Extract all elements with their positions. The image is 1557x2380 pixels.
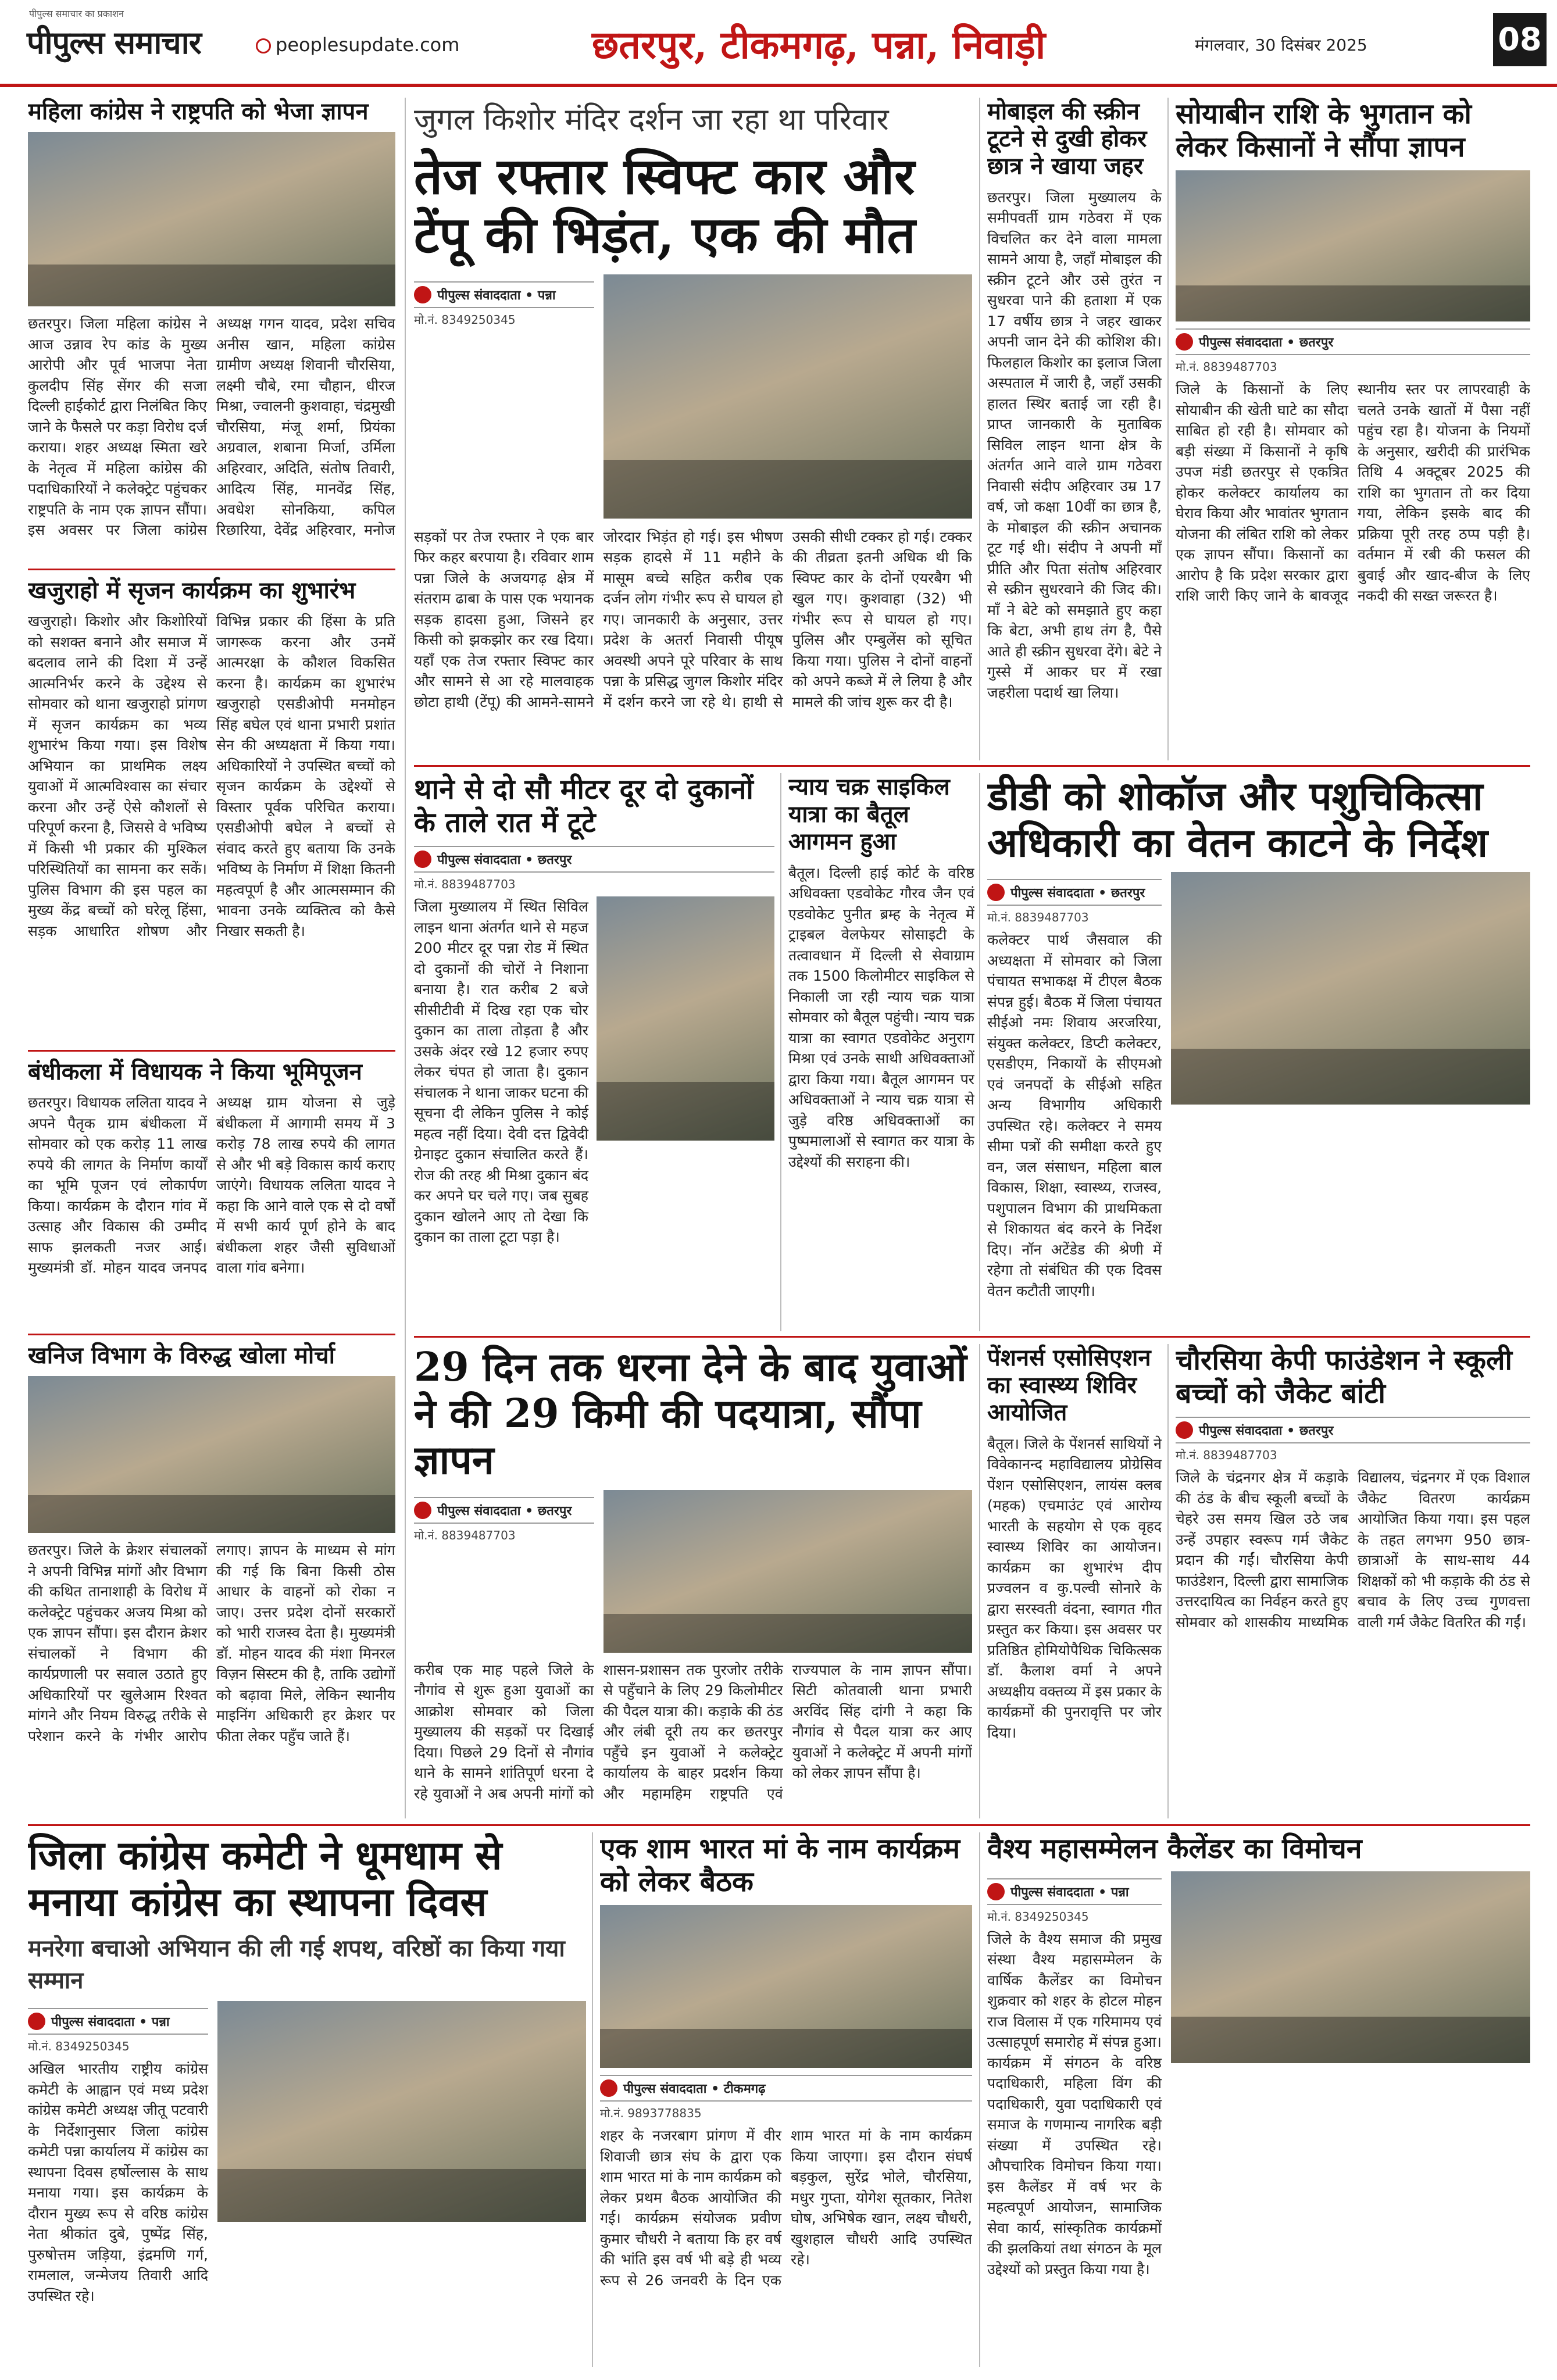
reporter-icon — [600, 2079, 617, 2097]
story-mobile-screen — [987, 98, 1162, 760]
divider — [28, 1824, 1530, 1826]
headline: 29 दिन तक धरना देने के बाद युवाओं ने की 29 किमी की पदयात्रा, सौंपा ज्ञापन — [414, 1344, 967, 1484]
headline: न्याय चक्र साइकिल यात्रा का बैतूल आगमन हुआ — [788, 773, 950, 856]
byline: पीपुल्स संवाददाता • टीकमगढ़ — [600, 2075, 972, 2102]
headline: वैश्य महासम्मेलन कैलेंडर का विमोचन — [987, 1832, 1362, 1865]
story-dd-showcause — [987, 773, 1530, 1331]
byline: पीपुल्स संवाददाता • पन्ना — [987, 1878, 1162, 1905]
divider — [414, 1336, 1530, 1338]
reporter-icon — [1176, 1421, 1193, 1439]
mobile-number: मो.नं. 8839487703 — [1176, 1448, 1277, 1463]
story-pensioners — [987, 1344, 1162, 1818]
reporter-icon — [28, 2013, 45, 2030]
divider — [414, 765, 1530, 767]
headline: डीडी को शोकॉज और पशुचिकित्सा अधिकारी का वेतन काटने के निर्देश — [987, 773, 1488, 867]
story-nyay-chakra — [788, 773, 974, 1331]
story-jacket — [1176, 1344, 1530, 1818]
story-mahila-congress — [28, 98, 395, 563]
reporter-icon — [987, 1883, 1005, 1900]
logo-text: पीपुल्स समाचार — [27, 24, 201, 61]
story-photo — [28, 1376, 395, 1533]
story-photo — [1176, 170, 1530, 321]
reporter-icon — [987, 884, 1005, 901]
headline: तेज रफ्तार स्विफ्ट कार और टेंपू की भिड़ंत, एक की मौत — [414, 147, 916, 265]
divider — [28, 1334, 395, 1335]
story-body: खजुराहो। किशोर और किशोरियों को सशक्त बनाने और समाज में बदलाव लाने की दिशा में उन्हें आत्मनिर्भर करने के उद्देश्य से सोमवार को थाना खजुराहो प्रांगण में सृजन कार्यक्रम का भव्य शुभारंभ किया गया। इस विशेष अभियान का प्राथमिक लक्ष्य युवाओं में आत्मविश्वास का संचार करना और उन्हें ऐसे कौशलों से परिपूर्ण करना है, जिससे वे भविष्य में किसी भी प्रकार की मुश्किल परिस्थितियों का सामना कर सकें। पुलिस विभाग की इस पहल का मुख्य केंद्र बच्चों को घरेलू हिंसा, सड़क आधारित शोषण और विभिन्न प्रकार की हिंसा के प्रति जागरूक करना और उनमें आत्मरक्षा के कौशल विकसित करना है। कार्यक्रम का शुभारंभ खजुराहो एसडीओपी मनमोहन सिंह बघेल एवं थाना प्रभारी प्रशांत सेन की अध्यक्षता में किया गया। अधिकारियों ने उपस्थित बच्चों को सृजन कार्यक्रम के उद्देश्यों से विस्तार पूर्वक परिचित कराया। एसडीओपी बघेल ने बच्चों से संवाद करते हुए बताया कि उनके भविष्य के निर्माण में शिक्षा कितनी महत्वपूर्ण है और आत्मसम्मान की भावना उनके व्यक्तित्व को कैसे निखार सकती है। — [28, 613, 395, 939]
story-body: अखिल भारतीय राष्ट्रीय कांग्रेस कमेटी के आह्वान एवं मध्य प्रदेश कांग्रेस कमेटी अध्यक्ष जीतू पटवारी के निर्देशानुसार जिला कांग्रेस कमेटी पन्ना कार्यालय में कांग्रेस का स्थापना दिवस हर्षोल्लास के साथ मनाया गया। इस कार्यक्रम के दौरान मुख्य रूप से वरिष्ठ कांग्रेस नेता श्रीकांत दुबे, पुष्पेंद्र सिंह, पुरुषोत्तम जड़िया, इंद्रमणि गर्ग, रामलाल, जन्मेजय तिवारी आदि उपस्थित रहे। — [28, 2060, 208, 2304]
story-body: सड़कों पर तेज रफ्तार ने एक बार फिर कहर बरपाया है। रविवार शाम पन्ना जिले के अजयगढ़ क्षेत्र में संतराम ढाबा के पास एक भयानक सड़क हादसा हुआ, जिसने हर किसी को झकझोर कर रख दिया। यहाँ एक तेज रफ्तार स्विफ्ट कार और सामने से आ रहे मालवाहक छोटा हाथी (टेंपू) की आमने-सामने जोरदार भिड़ंत हो गई। इस भीषण सड़क हादसे में 11 महीने के मासूम बच्चे सहित करीब एक दर्जन लोग गंभीर रूप से घायल हो गए। जानकारी के अनुसार, उत्तर प्रदेश के अतर्रा निवासी पीयूष अवस्थी अपने पूरे परिवार के साथ पन्ना के प्रसिद्ध जुगल किशोर मंदिर में दर्शन करने जा रहे थे। हाथी से उसकी सीधी टक्कर हो गई। टक्कर की तीव्रता इतनी अधिक थी कि स्विफ्ट कार के दोनों एयरबैग भी खुल गए। कुशवाहा (32) भी गंभीर रूप से घायल हो गए। पुलिस और एम्बुलेंस को सूचित किया गया। पुलिस ने दोनों वाहनों को अपने कब्जे में ले लिया है और मामले की जांच शुरू कर दी है। — [414, 528, 972, 710]
story-body: जिले के किसानों के लिए सोयाबीन की खेती घाटे का सौदा साबित हो रही है। सोमवार को बड़ी संख्या में किसानों ने कृषि उपज मंडी छतरपुर से एकत्रित होकर कलेक्टर कार्यालय का घेराव किया और भावांतर भुगतान योजना की लंबित राशि को लेकर एक ज्ञापन सौंपा। किसानों का आरोप है कि प्रदेश सरकार द्वारा राशि जारी किए जाने के बावजूद स्थानीय स्तर पर लापरवाही के चलते उनके खातों में पैसा नहीं पहुंच रहा है। योजना के नियमों के अनुसार, खरीदी की प्रारंभिक तिथि 4 अक्टूबर 2025 की राशि का भुगतान तो कर दिया गया, लेकिन इसके बाद की प्रक्रिया पूरी तरह ठप्प पड़ी है। वर्तमान में रबी की फसल की बुवाई और खाद-बीज के लिए नकदी की सख्त जरूरत है। — [1176, 381, 1530, 605]
kicker: जुगल किशोर मंदिर दर्शन जा रहा था परिवार — [414, 102, 889, 137]
story-vaishya-calendar — [987, 1832, 1530, 2367]
story-bharat-maa — [600, 1832, 972, 2367]
column-rule — [979, 1344, 980, 1818]
mobile-number: मो.नं. 8839487703 — [1176, 360, 1277, 374]
story-bandhikala — [28, 1058, 395, 1331]
byline: पीपुल्स संवाददाता • पन्ना — [28, 2008, 208, 2035]
mobile-number: मो.नं. 8839487703 — [987, 910, 1089, 925]
story-body: जिले के चंद्रनगर क्षेत्र में कड़ाके की ठंड के बीच स्कूली बच्चों के चेहरे उस समय खिल उठे जब उन्हें उपहार स्वरूप गर्म जैकेट प्रदान की गईं। चौरसिया केपी फाउंडेशन, दिल्ली द्वारा सामाजिक उत्तरदायित्व का निर्वहन करते हुए सोमवार को शासकीय माध्यमिक विद्यालय, चंद्रनगर में एक विशाल जैकेट वितरण कार्यक्रम आयोजित किया गया। इस पहल के तहत लगभग 950 छात्र-छात्राओं के साथ-साथ 44 शिक्षकों को भी कड़ाके की ठंड से बचाव के लिए उच्च गुणवत्ता वाली गर्म जैकेट वितरित की गईं। — [1176, 1469, 1530, 1631]
story-body: बैतूल। दिल्ली हाई कोर्ट के वरिष्ठ अधिवक्ता एडवोकेट गौरव जैन एवं एडवोकेट पुनीत ब्रम्ह के नेतृत्व में ट्राइबल वेलफेयर सोसाइटी के तत्वावधान में दिल्ली से सेवाग्राम तक 1500 किलोमीटर साइकिल से निकाली जा रही न्याय चक्र यात्रा सोमवार को बैतूल पहुंची। न्याय चक्र यात्रा का स्वागत एडवोकेट अनुराग मिश्रा एवं उनके साथी अधिवक्ताओं द्वारा किया गया। बैतूल आगमन पर अधिवक्ताओं ने न्याय चक्र यात्रा से जुड़े वरिष्ठ अधिवक्ताओं का पुष्पमालाओं से स्वागत कर यात्रा के उद्देश्यों की सराहना की। — [788, 864, 974, 1170]
story-photo — [217, 2001, 586, 2222]
mobile-number: मो.नं. 8839487703 — [414, 877, 516, 892]
story-photo — [600, 1905, 972, 2068]
section-title: छतरपुर, टीकमगढ़, पन्ना, निवाड़ी — [592, 22, 1046, 67]
byline: पीपुल्स संवाददाता • छतरपुर — [987, 879, 1162, 906]
issue-date: मंगलवार, 30 दिसंबर 2025 — [1195, 35, 1367, 55]
column-rule — [979, 98, 980, 760]
story-photo — [603, 1490, 972, 1653]
globe-icon — [256, 38, 271, 53]
mobile-number: मो.नं. 8349250345 — [414, 312, 516, 327]
headline: जिला कांग्रेस कमेटी ने धूमधाम से मनाया कांग्रेस का स्थापना दिवस — [28, 1832, 502, 1926]
story-body: छतरपुर। जिले के क्रेशर संचालकों ने अपनी विभिन्न मांगों और विभाग की कथित तानाशाही के विरोध में कलेक्ट्रेट पहुंचकर अजय मिश्रा को एक ज्ञापन सौंपा। इस दौरान क्रेशर संचालकों ने विभाग की कार्यप्रणाली पर सवाल उठाते हुए अधिकारियों पर खुलेआम रिश्वत मांगने और नियम विरुद्ध तरीके से परेशान करने के गंभीर आरोप लगाए। ज्ञापन के माध्यम से मांग की गई कि बिना किसी ठोस आधार के वाहनों को रोका न जाए। उत्तर प्रदेश दोनों सरकारों को भारी राजस्व देता है। मुख्यमंत्री डॉ. मोहन यादव की मंशा मिनरल विज़न सिस्टम की है, ताकि उद्योगों को बढ़ावा मिले, लेकिन स्थानीय माइनिंग अधिकारी हर क्रेशर पर फीता लेकर पहुँच जाते हैं। — [28, 1542, 395, 1745]
column-rule — [780, 773, 781, 1331]
headline: महिला कांग्रेस ने राष्ट्रपति को भेजा ज्ञापन — [28, 98, 369, 125]
reporter-icon — [414, 850, 431, 868]
column-rule — [405, 98, 406, 1818]
story-padyatra — [414, 1344, 972, 1818]
story-body: कलेक्टर पार्थ जैसवाल की अध्यक्षता में सोमवार को जिला पंचायत सभाकक्ष में टीएल बैठक संपन्न हुई। बैठक में जिला पंचायत सीईओ नमः शिवाय अरजरिया, संयुक्त कलेक्टर, डिप्टी कलेक्टर, एसडीएम, निकायों के सीएमओ एवं जनपदों के सीईओ सहित अन्य विभागीय अधिकारी उपस्थित रहे। कलेक्टर ने समय सीमा पत्रों की समीक्षा करते हुए वन, जल संसाधन, महिला बाल विकास, शिक्षा, स्वास्थ्य, राजस्व, पशुपालन विभाग की प्राथमिकता से शिकायत बंद करने के निर्देश दिए। नॉन अटेंडेड की श्रेणी में रहेगा तो संबंधित की एक दिवस वेतन कटौती जाएगी। — [987, 931, 1162, 1299]
byline: पीपुल्स संवाददाता • छतरपुर — [414, 846, 774, 873]
story-theft — [414, 773, 774, 1331]
page-number: 08 — [1493, 13, 1547, 66]
byline: पीपुल्स संवाददाता • छतरपुर — [1176, 1417, 1530, 1443]
mobile-number: मो.नं. 8349250345 — [28, 2039, 130, 2054]
column-rule — [592, 1832, 593, 2367]
story-soybean — [1176, 98, 1530, 760]
story-photo — [1171, 1871, 1530, 2063]
column-rule — [1167, 1344, 1169, 1818]
website-link[interactable] — [256, 34, 459, 56]
story-body: छतरपुर। विधायक ललिता यादव ने अपने पैतृक ग्राम बंधीकला में सोमवार को एक करोड़ 11 लाख रुपये की लागत के निर्माण कार्यों का भूमि पूजन एवं लोकार्पण किया। कार्यक्रम के दौरान गांव में उत्साह और विकास की उम्मीद साफ झलकती नजर आई। मुख्यमंत्री डॉ. मोहन यादव जनपद अध्यक्ष ग्राम योजना से जुड़े बंधीकला में आगामी समय में 3 करोड़ 78 लाख रुपये की लागत से और भी बड़े विकास कार्य कराए जाएंगे। विधायक ललिता यादव ने कहा कि आने वाले एक से दो वर्षों में सभी कार्य पूर्ण होने के बाद बंधीकला शहर जैसी सुविधाओं वाला गांव बनेगा। — [28, 1094, 395, 1277]
mobile-number: मो.नं. 8349250345 — [987, 1909, 1089, 1924]
story-khajuraho — [28, 577, 395, 1048]
headline: चौरसिया केपी फाउंडेशन ने स्कूली बच्चों को जैकेट बांटी — [1176, 1344, 1512, 1410]
story-body: छतरपुर। जिला महिला कांग्रेस ने आज उन्नाव रेप कांड के मुख्य आरोपी और पूर्व भाजपा नेता कुलदीप सिंह सेंगर की सजा दिल्ली हाईकोर्ट द्वारा निलंबित किए जाने के फैसले पर कड़ा विरोध दर्ज कराया। शहर अध्यक्ष स्मिता खरे के नेतृत्व में महिला कांग्रेस की पदाधिकारियों ने कलेक्ट्रेट पहुंचकर राष्ट्रपति के नाम एक ज्ञापन सौंपा। इस अवसर पर जिला कांग्रेस अध्यक्ष गगन यादव, प्रदेश सचिव अनीस खान, महिला कांग्रेस ग्रामीण अध्यक्ष शिवानी चौरसिया, लक्ष्मी चौबे, रमा चौहान, धीरज मिश्रा, ज्वालनी कुशवाहा, चंद्रमुखी चौरसिया, मंजू शर्मा, प्रियंका अग्रवाल, शबाना मिर्जा, उर्मिला अहिरवार, अदिति, संतोष तिवारी, आदित्य सिंह, मानवेंद्र सिंह, अवधेश सोनकिया, कपिल रिछारिया, देवेंद्र अहिरवार, मनोज — [28, 315, 395, 539]
website-text: peoplesupdate.com — [276, 34, 460, 56]
headline: सोयाबीन राशि के भुगतान को लेकर किसानों ने सौंपा ज्ञापन — [1176, 98, 1472, 163]
byline: पीपुल्स संवाददाता • पन्ना — [414, 281, 594, 308]
column-rule — [1167, 98, 1169, 760]
divider — [28, 569, 395, 570]
mobile-number: मो.नं. 9893778835 — [600, 2106, 702, 2121]
column-rule — [979, 1832, 980, 2367]
headline: एक शाम भारत मां के नाम कार्यक्रम को लेकर बैठक — [600, 1832, 960, 1898]
headline: पेंशनर्स एसोसिएशन का स्वास्थ्य शिविर आयोजित — [987, 1344, 1151, 1427]
story-khanij — [28, 1342, 395, 1818]
subheadline: मनरेगा बचाओ अभियान की ली गई शपथ, वरिष्ठों का किया गया सम्मान — [28, 1935, 565, 1995]
story-photo — [597, 896, 774, 1141]
byline: पीपुल्स संवाददाता • छतरपुर — [414, 1497, 594, 1524]
byline: पीपुल्स संवाददाता • छतरपुर — [1176, 328, 1530, 355]
newspaper-logo — [27, 8, 201, 63]
reporter-icon — [414, 286, 431, 303]
divider — [28, 1050, 395, 1052]
story-photo — [1171, 872, 1530, 1105]
story-photo — [28, 132, 395, 306]
mobile-number: मो.नं. 8839487703 — [414, 1528, 516, 1542]
reporter-icon — [414, 1502, 431, 1519]
headline: खजुराहो में सृजन कार्यक्रम का शुभारंभ — [28, 577, 356, 604]
headline: मोबाइल की स्क्रीन टूटने से दुखी होकर छात्र ने खाया जहर — [987, 98, 1147, 180]
reporter-icon — [1176, 333, 1193, 351]
story-congress-foundation — [28, 1832, 586, 2367]
story-body: जिले के वैश्य समाज की प्रमुख संस्था वैश्य महासम्मेलन के वार्षिक कैलेंडर का विमोचन शुक्रवार को शहर के होटल मोहन राज विलास में एक गरिमामय एवं उत्साहपूर्ण समारोह में संपन्न हुआ। कार्यक्रम में संगठन के वरिष्ठ पदाधिकारी, महिला विंग की पदाधिकारी, युवा पदाधिकारी एवं समाज के गणमान्य नागरिक बड़ी संख्या में उपस्थित रहे। औपचारिक विमोचन किया गया। इस कैलेंडर में वर्ष भर के महत्वपूर्ण आयोजन, सामाजिक सेवा कार्य, सांस्कृतिक कार्यक्रमों की झलकियां तथा संगठन के मूल उद्देश्यों को प्रस्तुत किया गया है। — [987, 1930, 1162, 2278]
logo-tagline: पीपुल्स समाचार का प्रकाशन — [29, 8, 124, 19]
masthead — [0, 0, 1557, 87]
story-photo — [603, 274, 972, 519]
headline: थाने से दो सौ मीटर दूर दो दुकानों के ताले रात में टूटे — [414, 773, 753, 839]
story-body: करीब एक माह पहले जिले के नौगांव से शुरू हुआ युवाओं का आक्रोश सोमवार को जिला मुख्यालय की सड़कों पर दिखाई दिया। पिछले 29 दिनों से नौगांव थाने के सामने शांतिपूर्ण धरना दे रहे युवाओं ने अब अपनी मांगों को शासन-प्रशासन तक पुरजोर तरीके से पहुँचाने के लिए 29 किलोमीटर की पैदल यात्रा की। कड़ाके की ठंड और लंबी दूरी तय कर छतरपुर पहुँचे इन युवाओं ने कलेक्ट्रेट कार्यालय के बाहर प्रदर्शन किया और महामहिम राष्ट्रपति एवं राज्यपाल के नाम ज्ञापन सौंपा। सिटी कोतवाली थाना प्रभारी अरविंद सिंह दांगी ने कहा कि नौगांव से पैदल यात्रा कर आए युवाओं ने कलेक्ट्रेट में अपनी मांगों को लेकर ज्ञापन सौंपा है। — [414, 1661, 972, 1802]
headline: बंधीकला में विधायक ने किया भूमिपूजन — [28, 1058, 362, 1085]
story-body: छतरपुर। जिला मुख्यालय के समीपवर्ती ग्राम गठेवरा में एक विचलित कर देने वाला मामला सामने आया है, जहाँ मोबाइल की स्क्रीन टूटने और उसे तुरंत न सुधरवा पाने की हताशा में एक 17 वर्षीय छात्र ने जहर खाकर अपनी जान देने की कोशिश की। फिलहाल किशोर का इलाज जिला अस्पताल में जारी है, जहाँ उसकी हालत स्थिर बताई जा रही है। प्राप्त जानकारी के मुताबिक सिविल लाइन थाना क्षेत्र के अंतर्गत आने वाले ग्राम गठेवरा निवासी संदीप अहिरवार उम्र 17 वर्ष, जो कक्षा 10वीं का छात्र है, के मोबाइल की स्क्रीन अचानक टूट गई थी। संदीप ने अपनी माँ प्रीति और पिता संतोष अहिरवार से स्क्रीन सुधरवाने की जिद की। माँ ने बेटे को समझाते हुए कहा कि बेटा, अभी हाथ तंग है, पैसे आते ही स्क्रीन सुधरवा देंगे। बेटे ने गुस्से में आकर घर में रखा जहरीला पदार्थ खा लिया। — [987, 188, 1162, 701]
story-body: शहर के नजरबाग प्रांगण में वीर शिवाजी छात्र संघ के द्वारा एक शाम भारत मां के नाम कार्यक्रम को लेकर प्रथम बैठक आयोजित की गई। कार्यक्रम संयोजक प्रवीण कुमार चौधरी ने बताया कि हर वर्ष की भांति इस वर्ष भी बड़े ही भव्य रूप से 26 जनवरी के दिन एक शाम भारत मां के नाम कार्यक्रम किया जाएगा। इस दौरान संघर्ष बड़कुल, सुरेंद्र भोले, चौरसिया, मधुर गुप्ता, योगेश सूतकार, नितेश घोष, अभिषेक खान, लक्ष्य चौधरी, खुशहाल चौधरी आदि उपस्थित रहे। — [600, 2127, 972, 2289]
headline: खनिज विभाग के विरुद्ध खोला मोर्चा — [28, 1342, 335, 1369]
story-body: जिला मुख्यालय में स्थित सिविल लाइन थाना अंतर्गत थाने से महज 200 मीटर दूर पन्ना रोड में स्थित दो दुकानों की चोरों ने निशाना बनाया है। रात करीब 2 बजे सीसीटीवी में दिख रहा एक चोर दुकान का ताला तोड़ता है और उसके अंदर रखे 12 हजार रुपए लेकर चंपत हो जाता है। दुकान संचालक ने थाना जाकर घटना की सूचना दी लेकिन पुलिस ने कोई महत्व नहीं दिया। देवी दत्त द्विवेदी ग्रेनाइट दुकान संचालित करते हैं। रोज की तरह श्री मिश्रा दुकान बंद कर अपने घर चले गए। जब सुबह दुकान खोलने आए तो देखा कि दुकान का ताला टूटा पड़ा है। — [414, 898, 588, 1246]
column-rule — [979, 773, 980, 1331]
story-body: बैतूल। जिले के पेंशनर्स साथियों ने विवेकानन्द महाविद्यालय प्रोग्रेसिव पेंशन एसोसिएशन, लायंस क्लब (महक) एचमाउंट एवं आरोग्य भारती के सहयोग से एक वृहद स्वास्थ्य शिविर का आयोजन। कार्यक्रम का शुभारंभ दीप प्रज्वलन व कु.पल्वी सोनारे के द्वारा सरस्वती वंदना, स्वागत गीत प्रस्तुत कर किया। इस अवसर पर प्रतिष्ठित होमियोपैथिक चिकित्सक डॉ. कैलाश वर्मा ने अपने अध्यक्षीय वक्तव्य में इस प्रकार के कार्यक्रमों की पुनरावृत्ति पर जोर दिया। — [987, 1435, 1162, 1741]
story-accident — [414, 98, 972, 760]
